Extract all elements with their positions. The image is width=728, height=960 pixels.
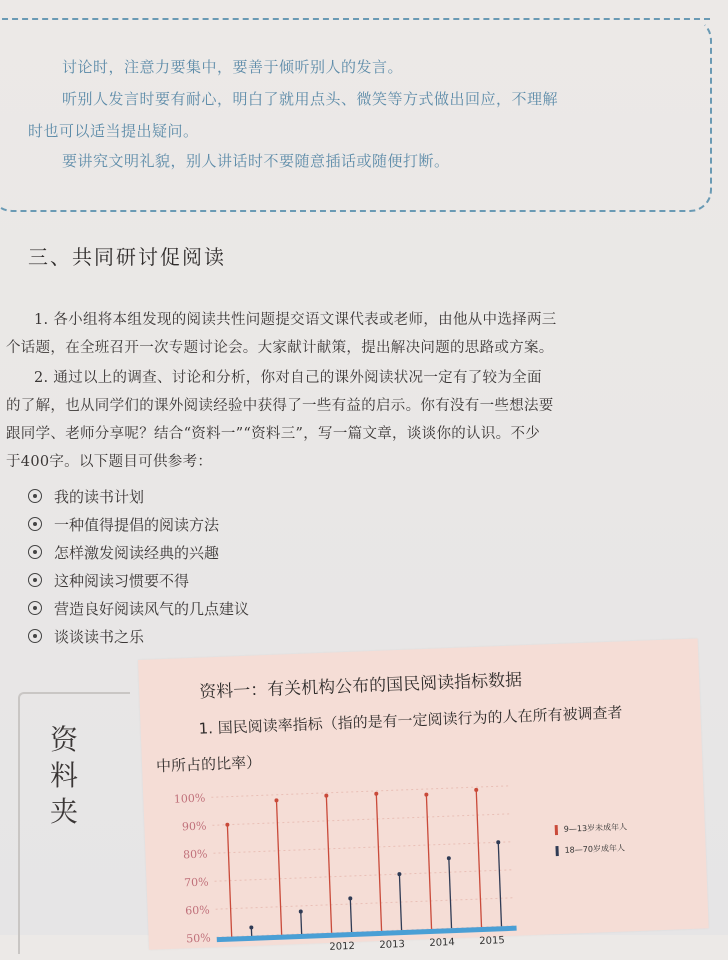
- x-tick-label: 2014: [429, 937, 455, 949]
- topic-label: 怎样激发阅读经典的兴趣: [54, 544, 219, 562]
- tips-box-top-edge: [0, 18, 710, 20]
- paragraph-line: 于400字。以下题目可供参考：: [6, 450, 212, 471]
- tip-line-4: 要讲究文明礼貌，别人讲话时不要随意插话或随便打断。: [62, 150, 450, 171]
- bar-stem: [376, 794, 381, 931]
- bar-point: [274, 798, 278, 802]
- legend-swatch: [555, 825, 558, 835]
- topic-item: [28, 542, 219, 563]
- bar-point: [348, 896, 352, 900]
- circle-bullet-icon: [28, 545, 42, 559]
- bar-point: [324, 794, 328, 798]
- topic-item: [28, 514, 219, 535]
- paragraph-line: 2. 通过以上的调查、讨论和分析，你对自己的课外阅读状况一定有了较为全面: [34, 366, 542, 387]
- bar-point: [397, 872, 401, 876]
- grid-line: [211, 786, 511, 798]
- y-tick-label: 60%: [185, 903, 210, 917]
- circle-bullet-icon: [28, 517, 42, 531]
- grid-line: [213, 842, 513, 854]
- legend-label: 9—13岁未成年人: [564, 822, 628, 833]
- y-tick-label: 50%: [186, 931, 211, 945]
- bar-stem: [276, 800, 281, 934]
- legend-item-adults: [555, 842, 628, 856]
- bar-stem: [350, 898, 351, 932]
- y-tick-label: 80%: [183, 847, 208, 861]
- x-tick-label: 2013: [379, 939, 405, 951]
- bar-point: [225, 823, 229, 827]
- topic-label: 我的读书计划: [54, 488, 144, 506]
- circle-bullet-icon: [28, 601, 42, 615]
- tip-line-1: 讨论时，注意力要集中，要善于倾听别人的发言。: [62, 56, 403, 77]
- bar-point: [496, 840, 500, 844]
- section-title: 三、共同研讨促阅读: [28, 241, 226, 270]
- paragraph-line: 1. 各小组将本组发现的阅读共性问题提交语文课代表或老师，由他从中选择两三: [34, 308, 557, 329]
- legend-item-minors: [555, 821, 628, 835]
- x-tick-label: 2015: [479, 935, 505, 947]
- topic-item: [28, 598, 249, 619]
- bar-stem: [326, 796, 331, 933]
- data-card: [138, 639, 709, 950]
- bar-stem: [449, 858, 452, 928]
- bar-stem: [426, 795, 431, 929]
- bar-point: [299, 909, 303, 913]
- topic-label: 一种值得提倡的阅读方法: [54, 516, 219, 534]
- card-title: 资料一：有关机构公布的国民阅读指标数据: [199, 665, 523, 702]
- topic-label: 谈谈读书之乐: [54, 628, 144, 646]
- tip-line-2: 听别人发言时要有耐心，明白了就用点头、微笑等方式做出回应，不理解: [62, 88, 558, 109]
- grid-line: [215, 870, 515, 882]
- bar-point: [447, 856, 451, 860]
- y-tick-label: 100%: [174, 792, 206, 806]
- bar-point: [424, 793, 428, 797]
- y-tick-label: 70%: [184, 875, 209, 889]
- circle-bullet-icon: [28, 629, 42, 643]
- paragraph-line: 的了解，也从同学们的课外阅读经验中获得了一些有益的启示。你有没有一些想法要: [6, 394, 554, 415]
- topic-item: [28, 570, 189, 591]
- circle-bullet-icon: [28, 573, 42, 587]
- topic-label: 这种阅读习惯要不得: [54, 572, 189, 590]
- tip-line-3: 时也可以适当提出疑问。: [28, 120, 199, 141]
- legend-label: 18—70岁成年人: [564, 843, 625, 854]
- x-tick-label: 2012: [329, 941, 355, 953]
- bar-point: [374, 792, 378, 796]
- circle-bullet-icon: [28, 489, 42, 503]
- reading-rate-chart: [153, 775, 549, 960]
- bar-stem: [301, 912, 302, 934]
- folder-label: 资料夹: [46, 722, 82, 830]
- y-tick-label: 90%: [182, 820, 207, 834]
- bar-stem: [476, 790, 481, 927]
- x-axis-band: [217, 926, 517, 943]
- paragraph-line: 跟同学、老师分享呢？结合“资料一”“资料三”，写一篇文章，谈谈你的认识。不少: [6, 422, 540, 443]
- topic-item: [28, 626, 144, 647]
- topic-label: 营造良好阅读风气的几点建议: [54, 600, 249, 618]
- legend-swatch: [555, 845, 558, 855]
- bar-point: [474, 788, 478, 792]
- tips-box: [0, 18, 712, 212]
- card-subtitle: 1. 国民阅读率指标（指的是有一定阅读行为的人在所有被调查者: [198, 701, 623, 738]
- paragraph-line: 个话题，在全班召开一次专题讨论会。大家献计献策，提出解决问题的思路或方案。: [6, 336, 554, 357]
- bar-stem: [498, 842, 501, 926]
- chart-legend: [555, 821, 629, 866]
- grid-line: [216, 898, 516, 910]
- card-subtitle-cont: 中所占的比率）: [156, 751, 262, 776]
- grid-line: [212, 814, 512, 826]
- topic-item: [28, 486, 144, 507]
- bar-point: [249, 925, 253, 929]
